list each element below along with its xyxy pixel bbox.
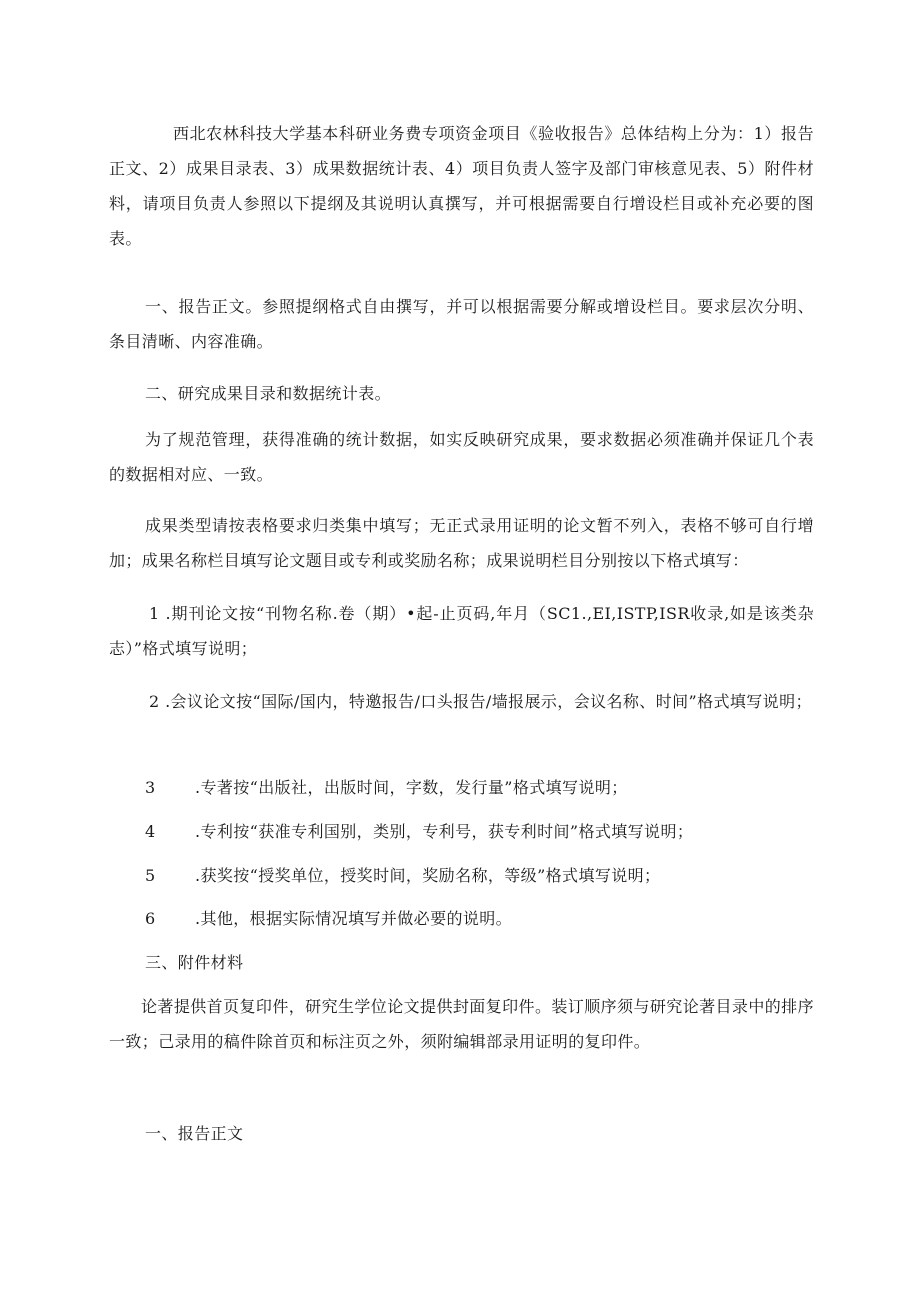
list-item-journal: 1 .期刊论文按“刊物名称.卷（期）•起-止页码,年月（SC1.,EI,ISTP,ISR收录,如是该类杂志）”格式填写说明； bbox=[109, 604, 814, 658]
list-item-text: .专利按“获准专利国别，类别，专利号，获专利时间”格式填写说明； bbox=[195, 822, 694, 841]
list-item-number: 3 bbox=[145, 778, 156, 797]
list-item-text: .其他，根据实际情况填写并做必要的说明。 bbox=[195, 909, 513, 928]
section-one-paragraph: 一、报告正文。参照提纲格式自由撰写，并可以根据需要分解或增设栏目。要求层次分明、条目清晰、内容准确。 bbox=[109, 297, 814, 351]
list-item-text: .获奖按“授奖单位，授奖时间，奖励名称，等级”格式填写说明； bbox=[195, 866, 661, 885]
section-three-heading: 三、附件材料 bbox=[145, 953, 244, 972]
list-item-conference: 2 .会议论文按“国际/国内，特邀报告/口头报告/墙报展示，会议名称、时间”格式填写说明； bbox=[149, 692, 812, 711]
list-item-number: 5 bbox=[145, 866, 156, 885]
type-paragraph: 成果类型请按表格要求归类集中填写；无正式录用证明的论文暂不列入，表格不够可自行增加；成果名称栏目填写论文题目或专利或奖励名称；成果说明栏目分别按以下格式填写： bbox=[109, 516, 814, 570]
list-item-number: 6 bbox=[145, 909, 156, 928]
list-item-text: .专著按“出版社，出版时间，字数，发行量”格式填写说明； bbox=[195, 778, 628, 797]
norm-paragraph: 为了规范管理，获得准确的统计数据，如实反映研究成果，要求数据必须准确并保证几个表的数据相对应、一致。 bbox=[109, 430, 814, 484]
intro-paragraph: 西北农林科技大学基本科研业务费专项资金项目《验收报告》总体结构上分为：1）报告正文、2）成果目录表、3）成果数据统计表、4）项目负责人签字及部门审核意见表、5）附件材料，请项目负责人参照以下提纲及其说明认真撰写，并可根据需要自行增设栏目或补充必要的图表。 bbox=[109, 124, 814, 248]
section-two-heading: 二、研究成果目录和数据统计表。 bbox=[145, 384, 392, 403]
list-item-number: 4 bbox=[145, 822, 156, 841]
attachment-paragraph: 论著提供首页复印件，研究生学位论文提供封面复印件。装订顺序须与研究论著目录中的排序一致；己录用的稿件除首页和标注页之外，须附编辑部录用证明的复印件。 bbox=[109, 997, 814, 1051]
report-body-heading: 一、报告正文 bbox=[145, 1124, 244, 1143]
